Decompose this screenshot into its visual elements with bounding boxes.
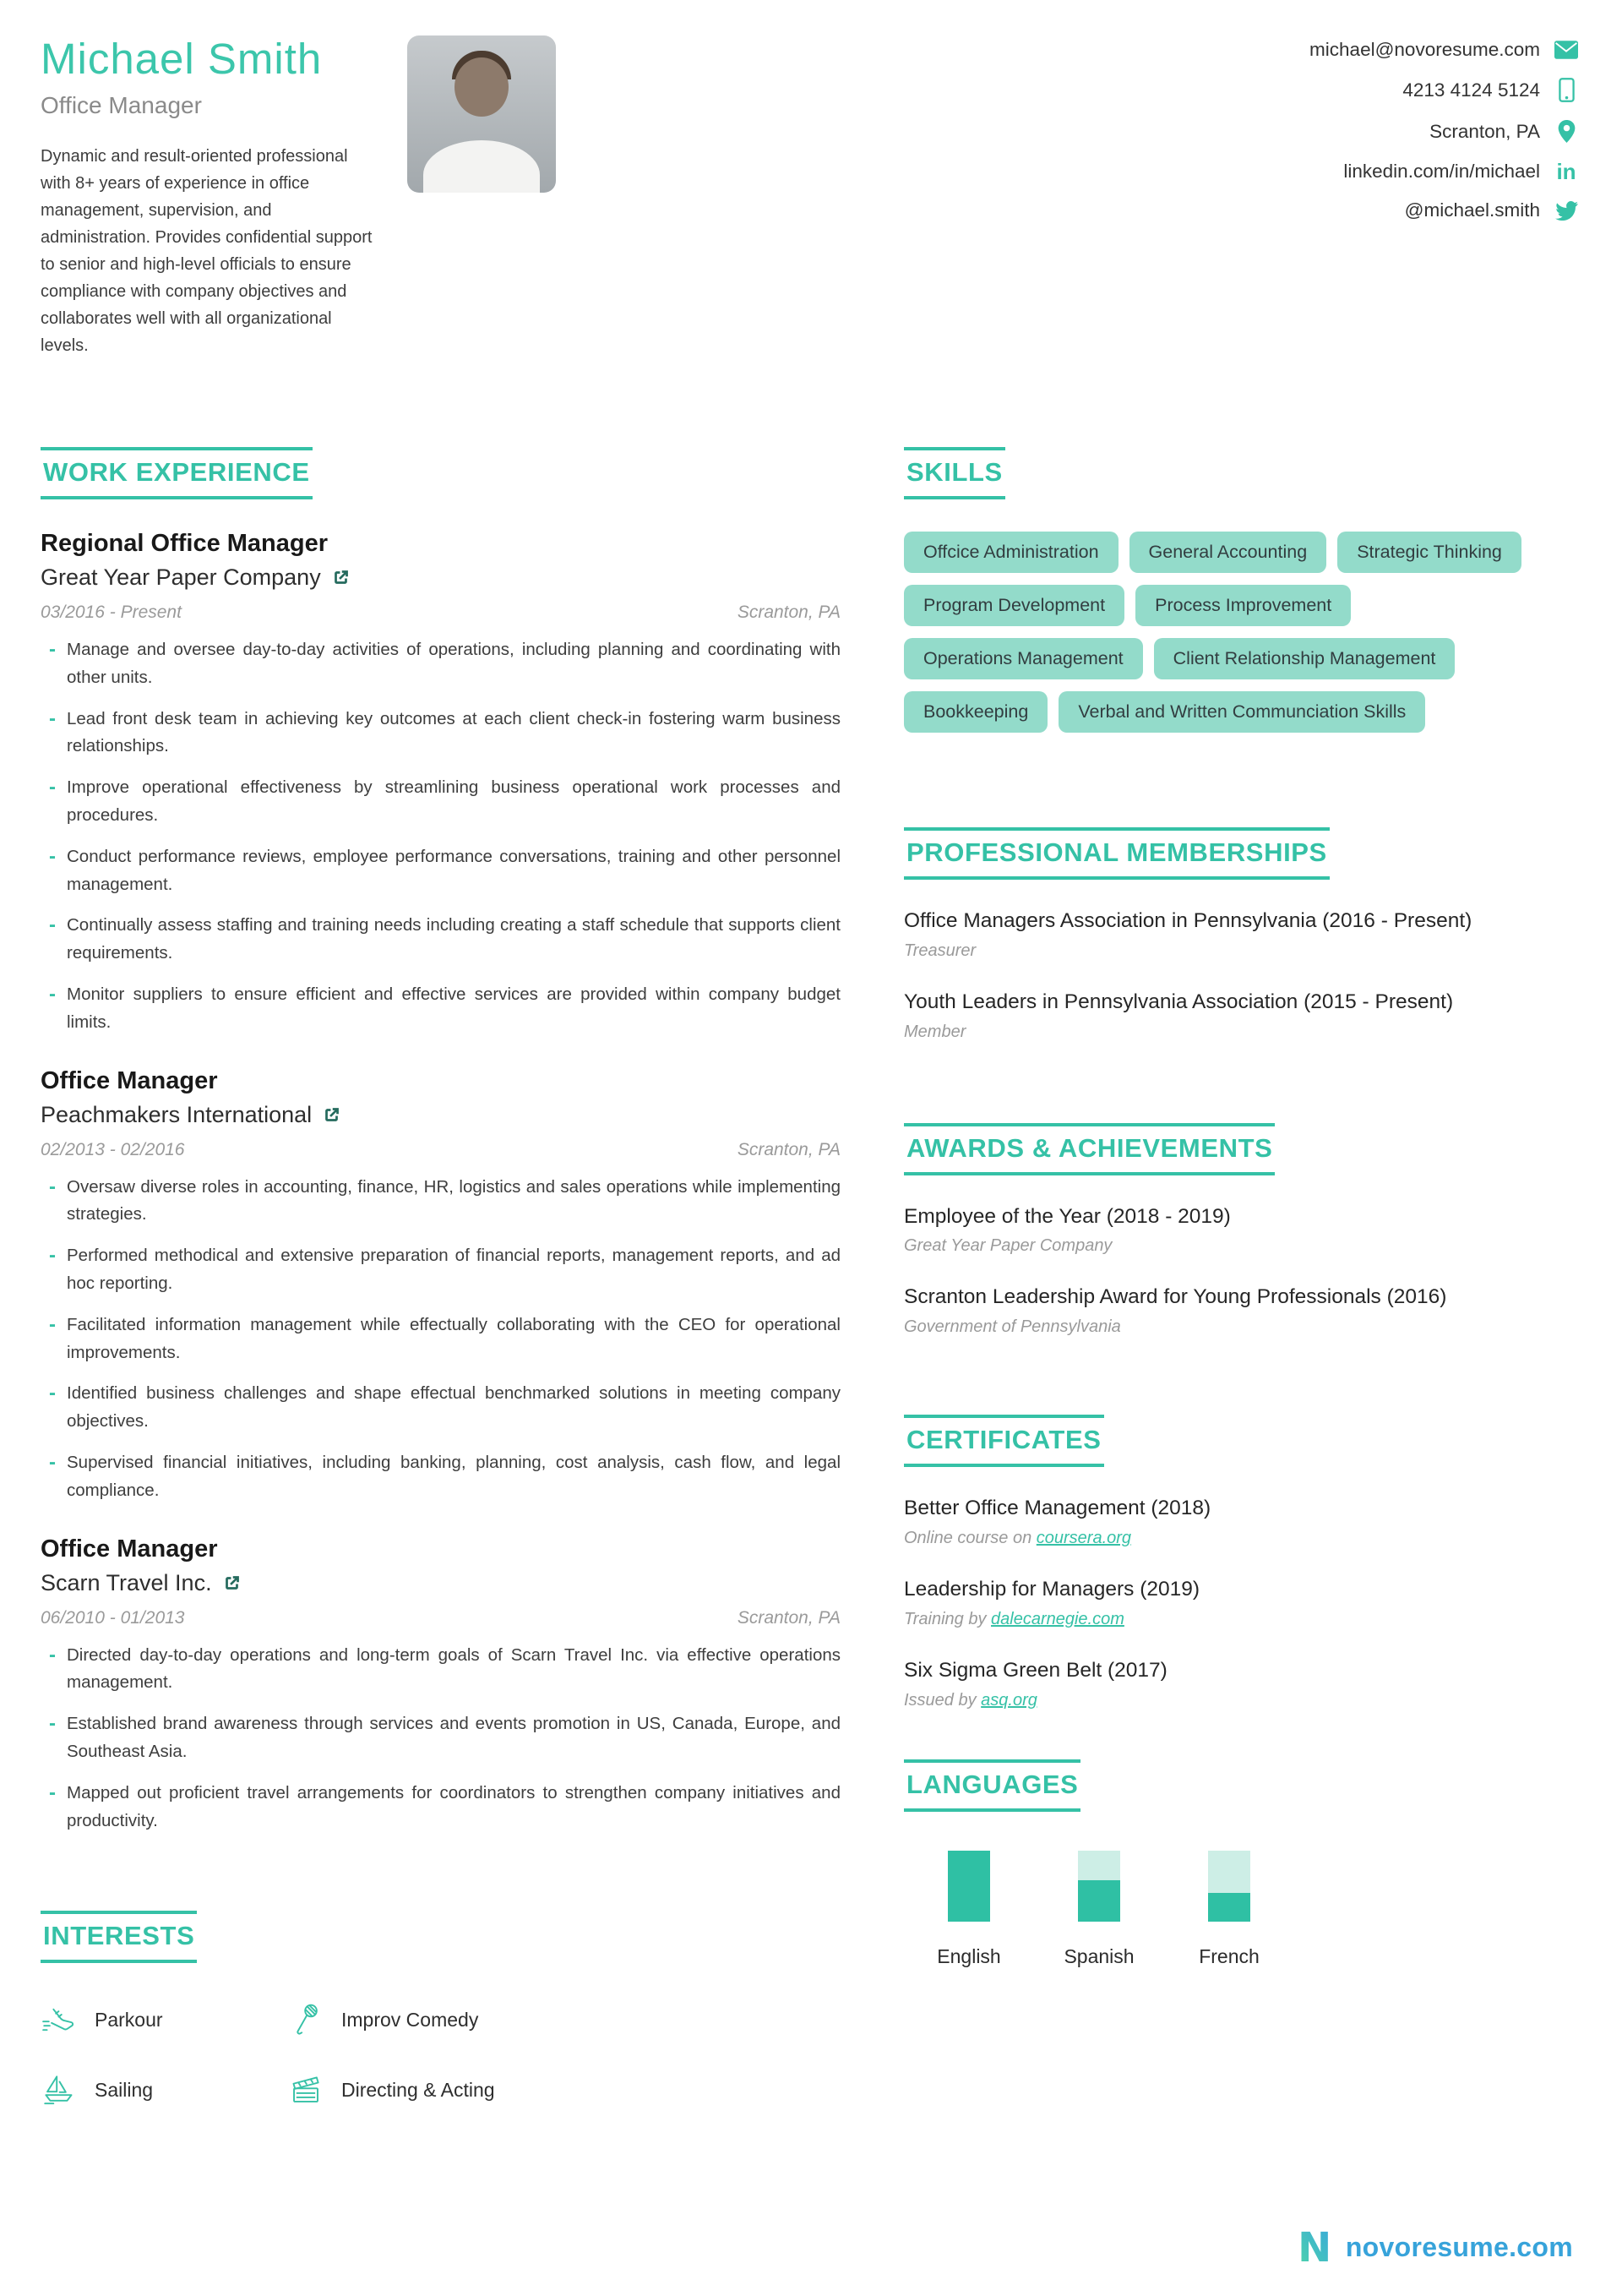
job-company-row — [41, 564, 841, 591]
bullet-item: - Manage and oversee day-to-day activities of operations, including planning and coordinating with other units. — [41, 636, 841, 692]
job-entry — [41, 1535, 841, 1835]
job-title: Office Manager — [41, 1535, 218, 1562]
language-label: French — [1199, 1944, 1260, 1967]
logo-letter: N — [1297, 2224, 1332, 2266]
certificate-note-prefix: Online course on — [904, 1528, 1037, 1547]
job-bullets — [41, 1174, 841, 1505]
contact-phone-row — [1309, 78, 1580, 102]
section-heading-certificates: CERTIFICATES — [904, 1415, 1104, 1467]
bullet-item: - Oversaw diverse roles in accounting, finance, HR, logistics and sales operations while implementing strategies. — [41, 1174, 841, 1230]
skill-tag: Bookkeeping — [904, 691, 1048, 733]
skill-tag: Operations Management — [904, 638, 1143, 679]
section-heading-awards: AWARDS & ACHIEVEMENTS — [904, 1123, 1275, 1175]
bullet-item: - Improve operational effectiveness by streamlining business operational work processes and procedures. — [41, 774, 841, 830]
job-entry — [41, 1067, 841, 1505]
language-level-bar — [948, 1851, 990, 1922]
job-entry — [41, 530, 841, 1037]
skill-tag: Offcice Administration — [904, 532, 1119, 573]
contact-location-row — [1309, 119, 1580, 144]
contact-phone-text: 4213 4124 5124 — [1402, 79, 1540, 101]
bullet-item: - Conduct performance reviews, employee performance conversations, training and other personnel management. — [41, 843, 841, 899]
certificate-note — [904, 1610, 1580, 1629]
language-level-bar — [1078, 1851, 1120, 1922]
skills-section — [904, 447, 1580, 733]
footer-brand[interactable] — [1295, 2224, 1573, 2271]
membership-name: Office Managers Association in Pennsylvania (2016 - Present) — [904, 909, 1472, 932]
linkedin-icon: in — [1556, 159, 1576, 184]
job-company-name: Great Year Paper Company — [41, 564, 321, 590]
job-location: Scranton, PA — [737, 603, 841, 622]
membership-entry — [904, 907, 1580, 961]
membership-role: Treasurer — [904, 941, 977, 960]
certificate-entry — [904, 1656, 1580, 1710]
skill-tag: Strategic Thinking — [1337, 532, 1521, 573]
job-location: Scranton, PA — [737, 1139, 841, 1159]
language-item — [904, 1851, 1034, 1968]
location-icon — [1553, 119, 1580, 144]
language-level-fill — [1208, 1893, 1250, 1922]
skill-tag: Client Relationship Management — [1154, 638, 1456, 679]
interest-item — [41, 2004, 287, 2036]
memberships-section — [904, 827, 1580, 1042]
language-level-bar — [1208, 1851, 1250, 1922]
bullet-item: - Performed methodical and extensive preparation of financial reports, management reports, and ad hoc reporting. — [41, 1242, 841, 1298]
twitter-icon — [1553, 201, 1580, 221]
skill-tag: Verbal and Written Communciation Skills — [1059, 691, 1425, 733]
main-columns — [0, 447, 1622, 2105]
section-heading-skills: SKILLS — [904, 447, 1005, 499]
award-issuer: Great Year Paper Company — [904, 1236, 1113, 1256]
bullet-item: - Supervised financial initiatives, including banking, planning, cost analysis, cash flow, and legal compliance. — [41, 1449, 841, 1505]
certificate-link[interactable]: asq.org — [981, 1690, 1037, 1710]
interest-label: Directing & Acting — [341, 2078, 495, 2101]
job-title: Regional Office Manager — [41, 530, 329, 557]
contact-block — [1309, 34, 1580, 221]
certificate-entry — [904, 1494, 1580, 1548]
job-dates: 03/2016 - Present — [41, 603, 182, 622]
award-name: Employee of the Year (2018 - 2019) — [904, 1204, 1231, 1228]
section-heading-memberships: PROFESSIONAL MEMBERSHIPS — [904, 827, 1330, 880]
certificate-name: Six Sigma Green Belt (2017) — [904, 1658, 1168, 1682]
contact-linkedin-text: linkedin.com/in/michael — [1343, 161, 1540, 182]
identity-block — [41, 34, 395, 359]
skill-tag: Process Improvement — [1135, 585, 1351, 626]
certificate-note-prefix: Training by — [904, 1609, 992, 1628]
brand-text: novoresume.com — [1345, 2232, 1573, 2262]
job-company-row — [41, 1570, 841, 1596]
job-dates: 02/2013 - 02/2016 — [41, 1139, 185, 1159]
job-company-name: Peachmakers International — [41, 1101, 313, 1127]
awards-section — [904, 1123, 1580, 1338]
languages-section — [904, 1759, 1580, 1968]
profile-photo — [407, 35, 556, 193]
job-bullets — [41, 1642, 841, 1835]
photo-shirt-shape — [423, 140, 540, 193]
certificate-link[interactable]: dalecarnegie.com — [991, 1609, 1124, 1628]
bullet-item: - Facilitated information management while effectually collaborating with the CEO for operational improvements. — [41, 1312, 841, 1367]
contact-twitter-row — [1309, 199, 1580, 221]
interests-grid — [41, 2004, 649, 2105]
membership-entry — [904, 988, 1580, 1042]
language-label: English — [937, 1944, 1001, 1967]
section-heading-work-experience: WORK EXPERIENCE — [41, 447, 313, 499]
right-column — [904, 447, 1580, 2105]
external-link-icon[interactable] — [223, 1574, 241, 1592]
interest-item — [287, 2075, 649, 2105]
language-item — [1034, 1851, 1164, 1968]
membership-role: Member — [904, 1022, 966, 1041]
interest-item — [287, 2004, 649, 2036]
job-company-row — [41, 1102, 841, 1128]
external-link-icon[interactable] — [323, 1106, 340, 1124]
parkour-icon — [41, 2005, 78, 2034]
interest-label: Parkour — [95, 2008, 163, 2031]
certificates-section — [904, 1415, 1580, 1710]
summary-text: Dynamic and result-oriented professional with 8+ years of experience in office management, supervision, and administration. Provides confidential support to senior and high-level officials to ensure compliance with company objectives and collaborates well with all organizational levels. — [41, 147, 373, 355]
contact-twitter-text: @michael.smith — [1404, 199, 1540, 221]
novoresume-logo-icon — [1295, 2224, 1337, 2271]
language-label: Spanish — [1064, 1944, 1135, 1967]
bullet-item: - Identified business challenges and shape effectual benchmarked solutions in meeting company objectives. — [41, 1380, 841, 1436]
job-title: Office Manager — [41, 1066, 218, 1094]
languages-row — [904, 1851, 1580, 1968]
bullet-item: - Monitor suppliers to ensure efficient and effective services are provided within company budget limits. — [41, 981, 841, 1037]
header — [0, 0, 1622, 359]
interest-label: Improv Comedy — [341, 2008, 479, 2031]
certificate-note — [904, 1691, 1580, 1710]
contact-email-row — [1309, 39, 1580, 61]
email-icon — [1553, 40, 1580, 60]
certificate-note-prefix: Issued by — [904, 1690, 982, 1710]
skill-tag: General Accounting — [1129, 532, 1327, 573]
external-link-icon[interactable] — [332, 569, 350, 586]
certificate-link[interactable]: coursera.org — [1036, 1528, 1132, 1547]
award-entry — [904, 1203, 1580, 1257]
language-item — [1164, 1851, 1294, 1968]
bullet-item: - Directed day-to-day operations and long-term goals of Scarn Travel Inc. via effective operations management. — [41, 1642, 841, 1698]
section-heading-languages: LANGUAGES — [904, 1759, 1080, 1812]
photo-head-shape — [454, 57, 509, 117]
bullet-item: - Established brand awareness through services and events promotion in US, Canada, Europe, and Southeast Asia. — [41, 1710, 841, 1766]
certificate-entry — [904, 1575, 1580, 1629]
skill-tag: Program Development — [904, 585, 1124, 626]
contact-linkedin-row — [1309, 161, 1580, 183]
section-heading-interests: INTERESTS — [41, 1911, 197, 1963]
interest-label: Sailing — [95, 2078, 154, 2101]
contact-location-text: Scranton, PA — [1429, 120, 1540, 142]
bullet-item: - Lead front desk team in achieving key outcomes at each client check-in fostering warm business relationships. — [41, 706, 841, 761]
award-issuer: Government of Pennsylvania — [904, 1317, 1121, 1337]
language-level-fill — [1078, 1880, 1120, 1922]
language-level-fill — [948, 1851, 990, 1922]
person-title: Office Manager — [41, 92, 202, 118]
job-dates: 06/2010 - 01/2013 — [41, 1607, 185, 1628]
job-company-name: Scarn Travel Inc. — [41, 1569, 212, 1595]
job-bullets — [41, 636, 841, 1037]
certificate-name: Better Office Management (2018) — [904, 1497, 1211, 1520]
left-column — [41, 447, 841, 2105]
certificate-name: Leadership for Managers (2019) — [904, 1577, 1200, 1601]
contact-email-text: michael@novoresume.com — [1309, 39, 1540, 60]
interests-section — [41, 1911, 841, 2105]
membership-name: Youth Leaders in Pennsylvania Association (2015 - Present) — [904, 990, 1454, 1013]
work-experience-section — [41, 447, 841, 1835]
person-name: Michael Smith — [41, 35, 323, 83]
directing-acting-icon — [287, 2075, 324, 2105]
job-meta-row — [41, 1140, 841, 1160]
interest-item — [41, 2075, 287, 2105]
job-meta-row — [41, 1608, 841, 1628]
skill-tags — [904, 532, 1580, 733]
job-location: Scranton, PA — [737, 1607, 841, 1628]
award-name: Scranton Leadership Award for Young Professionals (2016) — [904, 1285, 1447, 1309]
job-meta-row — [41, 603, 841, 623]
phone-icon — [1553, 78, 1580, 102]
award-entry — [904, 1283, 1580, 1337]
certificate-note — [904, 1529, 1580, 1548]
sailing-icon — [41, 2075, 78, 2105]
improv-comedy-icon — [287, 2004, 324, 2036]
bullet-item: - Continually assess staffing and training needs including creating a staff schedule that supports client requirements. — [41, 912, 841, 968]
bullet-item: - Mapped out proficient travel arrangements for coordinators to strengthen company initiatives and productivity. — [41, 1780, 841, 1835]
